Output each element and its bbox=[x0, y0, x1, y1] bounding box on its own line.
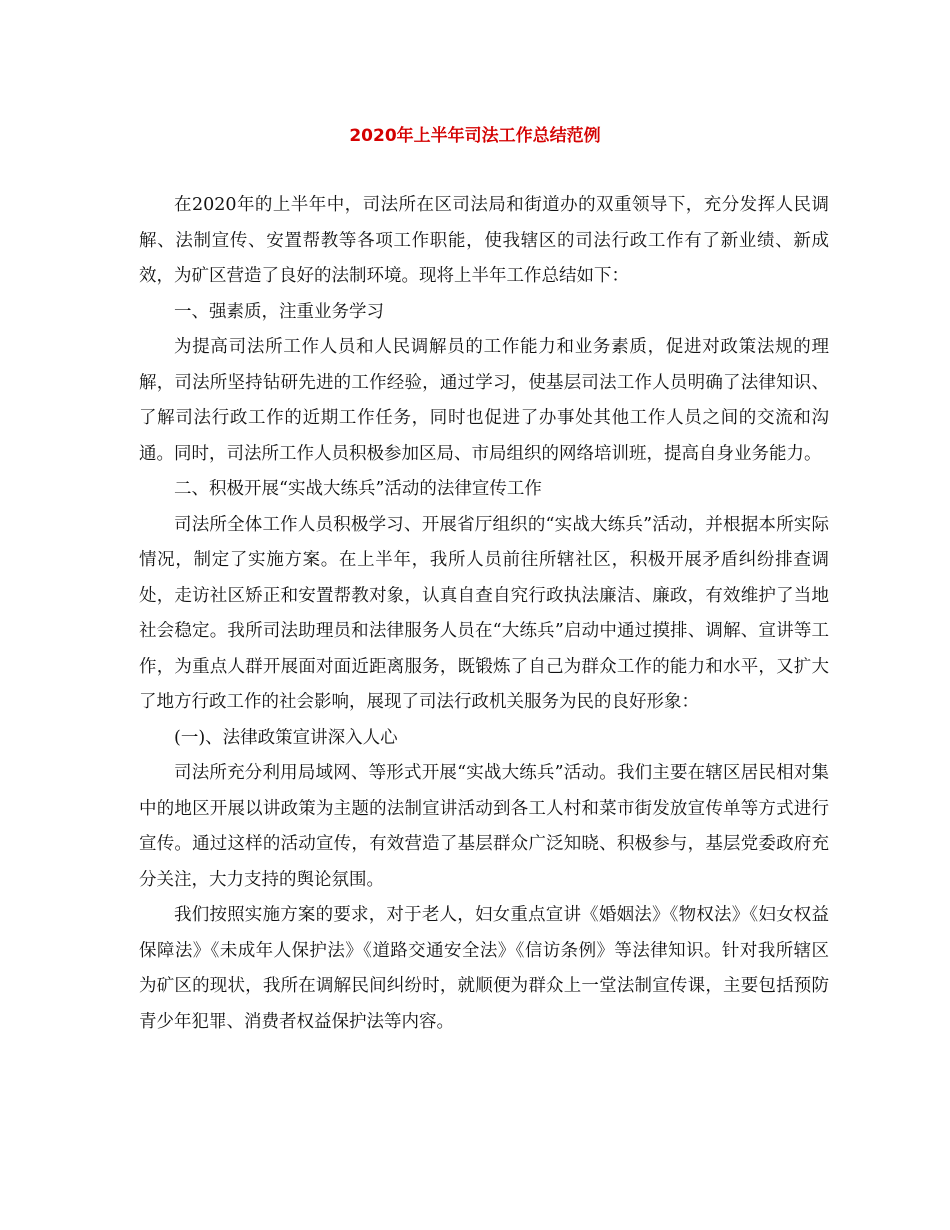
paragraph-publicity: 司法所充分利用局域网、等形式开展“实战大练兵”活动。我们主要在辖区居民相对集中的地区开展以讲政策为主题的法制宣讲活动到各工人村和菜市街发放宣传单等方式进行宣传。通过这样的活动宣传，有效营造了基层群众广泛知晓、积极参与，基层党委政府充分关注，大力支持的舆论氛围。 bbox=[139, 763, 829, 890]
document-body bbox=[139, 188, 829, 1040]
section-heading-2: 二、积极开展“实战大练兵”活动的法律宣传工作 bbox=[174, 479, 542, 499]
document-title: 2020年上半年司法工作总结范例 bbox=[349, 126, 601, 146]
paragraph-laws: 我们按照实施方案的要求，对于老人，妇女重点宣讲《婚姻法》《物权法》《妇女权益保障法》《未成年人保护法》《道路交通安全法》《信访条例》等法律知识。针对我所辖区为矿区的现状，我所在调解民间纠纷时，就顺便为群众上一堂法制宣传课，主要包括预防青少年犯罪、消费者权益保护法等内容。 bbox=[139, 905, 829, 1032]
paragraph-study: 为提高司法所工作人员和人民调解员的工作能力和业务素质，促进对政策法规的理解，司法所坚持钻研先进的工作经验，通过学习，使基层司法工作人员明确了法律知识、了解司法行政工作的近期工作任务，同时也促进了办事处其他工作人员之间的交流和沟通。同时，司法所工作人员积极参加区局、市局组织的网络培训班，提高自身业务能力。 bbox=[139, 337, 829, 464]
section-heading-1: 一、强素质，注重业务学习 bbox=[174, 301, 384, 322]
subsection-heading-1: (一)、法律政策宣讲深入人心 bbox=[174, 727, 398, 748]
paragraph-intro: 在2020年的上半年中，司法所在区司法局和街道办的双重领导下，充分发挥人民调解、法制宣传、安置帮教等各项工作职能，使我辖区的司法行政工作有了新业绩、新成效，为矿区营造了良好的法制环境。现将上半年工作总结如下： bbox=[139, 195, 829, 286]
paragraph-campaign: 司法所全体工作人员积极学习、开展省厅组织的“实战大练兵”活动，并根据本所实际情况，制定了实施方案。在上半年，我所人员前往所辖社区，积极开展矛盾纠纷排查调处，走访社区矫正和安置帮教对象，认真自查自究行政执法廉洁、廉政，有效维护了当地社会稳定。我所司法助理员和法律服务人员在“大练兵”启动中通过摸排、调解、宣讲等工作，为重点人群开展面对面近距离服务，既锻炼了自己为群众工作的能力和水平，又扩大了地方行政工作的社会影响，展现了司法行政机关服务为民的良好形象： bbox=[139, 514, 829, 712]
